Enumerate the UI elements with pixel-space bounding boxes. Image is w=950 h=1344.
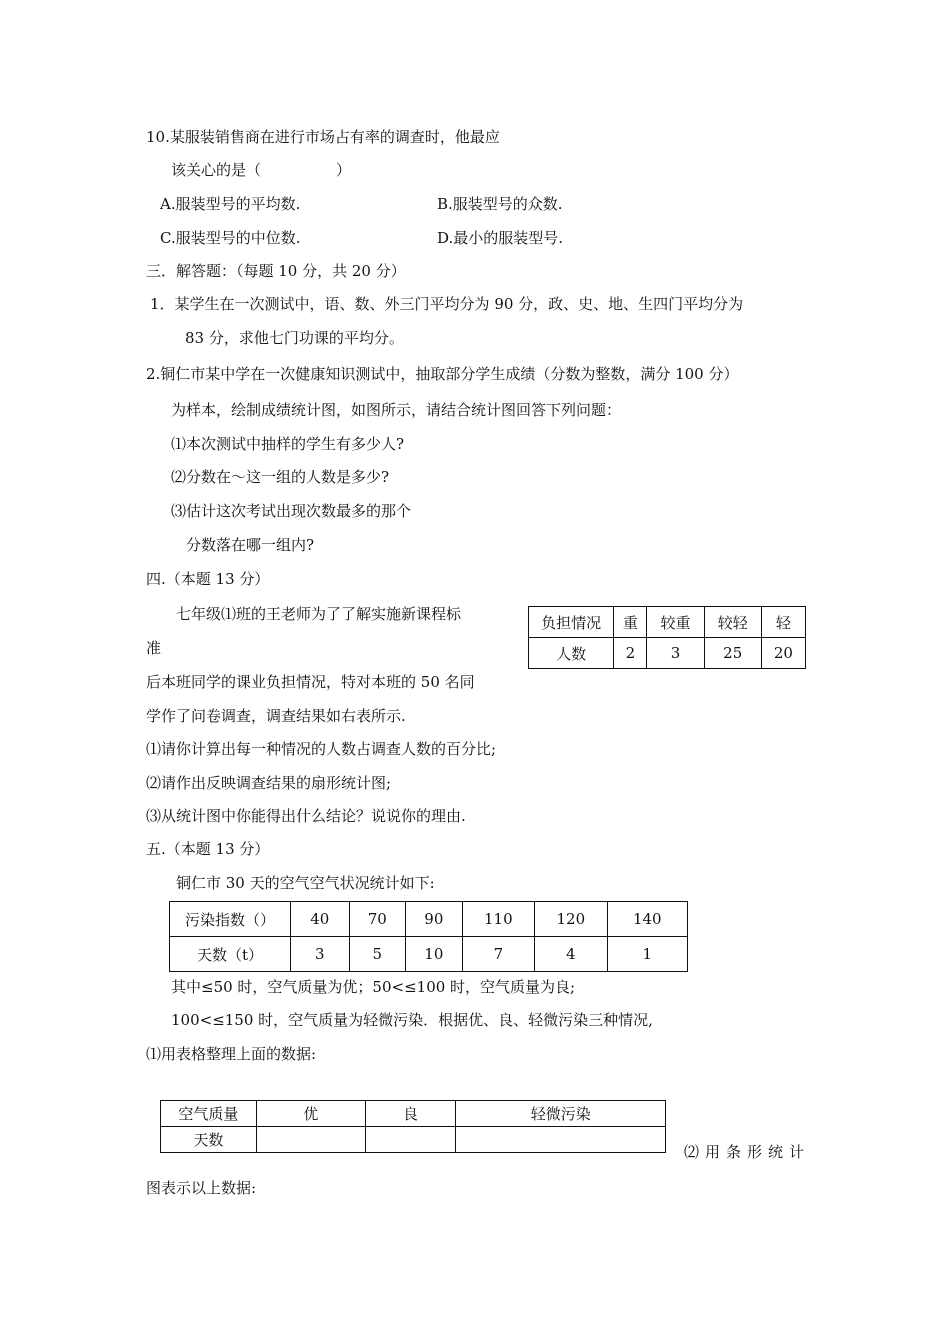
q10-line2: 该关心的是（ ） bbox=[171, 161, 352, 179]
pollution-header-5: 120 bbox=[535, 902, 607, 937]
problem2-line1: 2.铜仁市某中学在一次健康知识测试中，抽取部分学生成绩（分数为整数，满分 100 分） bbox=[146, 365, 739, 383]
air-header-0: 空气质量 bbox=[161, 1101, 257, 1127]
burden-cell-0: 人数 bbox=[529, 638, 614, 669]
section4-question2: ⑵请作出反映调查结果的扇形统计图; bbox=[146, 774, 392, 792]
pollution-cell-0: 天数（t） bbox=[170, 937, 291, 972]
pollution-header-2: 70 bbox=[349, 902, 406, 937]
section4-line3: 后本班同学的课业负担情况，特对本班的 50 名同 bbox=[146, 673, 475, 691]
section4-line1: 七年级⑴班的王老师为了了解实施新课程标 bbox=[176, 605, 462, 623]
problem2-question1: ⑴本次测试中抽样的学生有多少人? bbox=[171, 435, 405, 453]
pollution-table bbox=[169, 901, 688, 972]
air-header-3: 轻微污染 bbox=[456, 1101, 666, 1127]
problem2-line2: 为样本，绘制成绩统计图，如图所示，请结合统计图回答下列问题： bbox=[171, 401, 622, 419]
burden-cell-4: 20 bbox=[761, 638, 805, 669]
pollution-cell-6: 1 bbox=[607, 937, 687, 972]
section4-line4: 学作了问卷调查，调查结果如右表所示. bbox=[146, 707, 406, 725]
pollution-header-0: 污染指数（） bbox=[170, 902, 291, 937]
pollution-header-1: 40 bbox=[290, 902, 349, 937]
burden-header-3: 较轻 bbox=[704, 607, 761, 638]
air-header-2: 良 bbox=[365, 1101, 456, 1127]
pollution-header-4: 110 bbox=[462, 902, 534, 937]
air-cell-0: 天数 bbox=[161, 1127, 257, 1153]
air-cell-3 bbox=[456, 1127, 666, 1153]
air-header-1: 优 bbox=[256, 1101, 365, 1127]
pollution-header-6: 140 bbox=[607, 902, 687, 937]
burden-header-4: 轻 bbox=[761, 607, 805, 638]
problem2-question2: ⑵分数在～这一组的人数是多少? bbox=[171, 468, 390, 486]
air-cell-1 bbox=[256, 1127, 365, 1153]
burden-cell-3: 25 bbox=[704, 638, 761, 669]
q10-option-b: B.服装型号的众数. bbox=[437, 195, 563, 213]
pollution-cell-1: 3 bbox=[290, 937, 349, 972]
section3-heading: 三．解答题：（每题 10 分，共 20 分） bbox=[146, 262, 406, 280]
air-quality-table bbox=[160, 1100, 666, 1153]
problem1-line1: 1．某学生在一次测试中，语、数、外三门平均分为 90 分，政、史、地、生四门平均分为 bbox=[150, 295, 744, 313]
q10-line1: 10.某服装销售商在进行市场占有率的调查时，他最应 bbox=[146, 128, 500, 146]
air-cell-2 bbox=[365, 1127, 456, 1153]
pollution-header-3: 90 bbox=[406, 902, 463, 937]
pollution-cell-3: 10 bbox=[406, 937, 463, 972]
burden-table bbox=[528, 606, 806, 669]
section5-note1: 其中≤50 时，空气质量为优；50<≤100 时，空气质量为良; bbox=[171, 978, 576, 996]
section5-question2-part2: 图表示以上数据: bbox=[146, 1179, 257, 1197]
section5-heading: 五.（本题 13 分） bbox=[146, 840, 270, 858]
section4-heading: 四.（本题 13 分） bbox=[146, 570, 270, 588]
section5-intro: 铜仁市 30 天的空气空气状况统计如下: bbox=[176, 874, 435, 892]
pollution-cell-5: 4 bbox=[535, 937, 607, 972]
burden-header-2: 较重 bbox=[647, 607, 704, 638]
problem2-question3a: ⑶估计这次考试出现次数最多的那个 bbox=[171, 502, 412, 520]
q10-option-a: A.服装型号的平均数. bbox=[160, 195, 301, 213]
q10-option-d: D.最小的服装型号. bbox=[437, 229, 564, 247]
section4-question3: ⑶从统计图中你能得出什么结论？说说你的理由. bbox=[146, 807, 466, 825]
problem1-line2: 83 分，求他七门功课的平均分。 bbox=[185, 329, 404, 347]
section5-question2-part1: ⑵用条形统计 bbox=[684, 1143, 811, 1161]
q10-option-c: C.服装型号的中位数. bbox=[160, 229, 301, 247]
burden-header-1: 重 bbox=[614, 607, 647, 638]
section5-note2: 100<≤150 时，空气质量为轻微污染．根据优、良、轻微污染三种情况, bbox=[171, 1011, 653, 1029]
burden-cell-2: 3 bbox=[647, 638, 704, 669]
problem2-question3b: 分数落在哪一组内? bbox=[186, 536, 315, 554]
burden-cell-1: 2 bbox=[614, 638, 647, 669]
pollution-cell-2: 5 bbox=[349, 937, 406, 972]
section4-question1: ⑴请你计算出每一种情况的人数占调查人数的百分比; bbox=[146, 740, 497, 758]
burden-header-0: 负担情况 bbox=[529, 607, 614, 638]
section5-question1: ⑴用表格整理上面的数据: bbox=[146, 1045, 317, 1063]
section4-line2: 准 bbox=[146, 639, 162, 657]
pollution-cell-4: 7 bbox=[462, 937, 534, 972]
